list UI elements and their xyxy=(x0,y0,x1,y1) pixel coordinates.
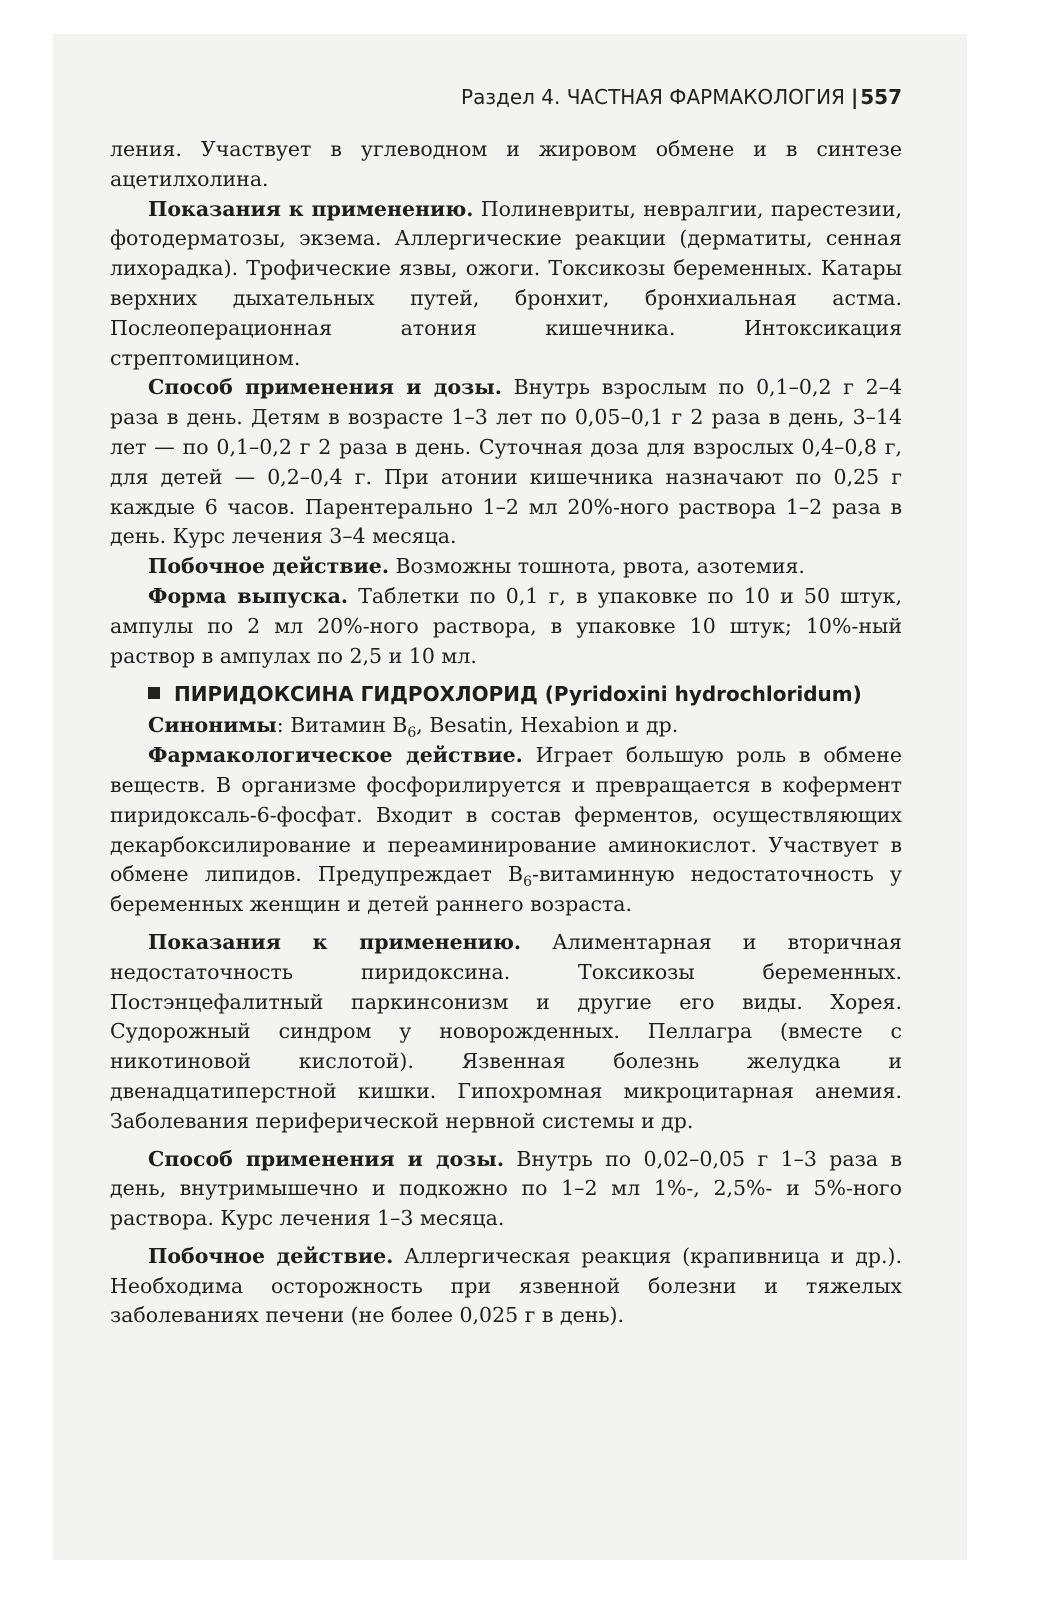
synonyms-text: : Витамин B xyxy=(276,713,408,738)
dosage-label: Способ применения и дозы. xyxy=(148,1146,504,1171)
prev-form-label: Форма выпуска. xyxy=(148,583,348,608)
indications-text: Алиментарная и вторичная недостаточность пиридоксина. Токсикозы беременных. Постэнцефалитный паркинсонизм и другие его виды. Хорея. Судорожный синдром у новорожденных. Пеллагра (вместе с никотиновой кислотой). Язвенная болезнь желудка и двенадцатиперстной кишки. Гипохромная микроцитарная анемия. Заболевания периферической нервной системы и др. xyxy=(110,929,902,1133)
pharm-action-paragraph xyxy=(110,741,902,920)
side-effects-paragraph xyxy=(110,1242,902,1331)
indications-label: Показания к применению. xyxy=(148,929,522,954)
header-separator: | xyxy=(850,85,859,109)
synonyms-label: Синонимы xyxy=(148,713,277,738)
dosage-paragraph xyxy=(110,1145,902,1234)
prev-form-text: Таблетки по 0,1 г, в упаковке по 10 и 50 штук, ампулы по 2 мл 20%-ного раствора, в упаковке 10 штук; 10%-ный раствор в ампулах по 2,5 и 10 мл. xyxy=(110,583,903,668)
square-bullet-icon xyxy=(148,687,160,699)
pharm-action-text: Играет большую роль в обмене веществ. В организме фосфорилируется и превращается в кофермент пиридоксаль-6-фосфат. Входит в состав ферментов, осуществляющих декарбоксилирование и переаминирование аминокислот. Участвует в обмене липидов. Предупреждает B xyxy=(110,743,902,887)
prev-indications-label: Показания к применению. xyxy=(148,196,474,221)
page-content xyxy=(110,84,902,1331)
prev-form-paragraph xyxy=(110,582,902,671)
section-title: Раздел 4. ЧАСТНАЯ ФАРМАКОЛОГИЯ xyxy=(461,85,845,109)
prev-side-effects-label: Побочное действие. xyxy=(148,554,389,579)
continuation-paragraph: ления. Участвует в углеводном и жировом обмене и в синтезе ацетилхолина. xyxy=(110,137,902,191)
synonyms-text-end: , Besatin, Hexabion и др. xyxy=(416,713,679,738)
prev-side-effects-text: Возможны тошнота, рвота, азотемия. xyxy=(388,554,805,579)
synonyms-paragraph xyxy=(110,711,902,741)
pharm-action-subscript: 6 xyxy=(523,874,533,891)
dosage-text: Внутрь по 0,02–0,05 г 1–3 раза в день, внутримышечно и подкожно по 1–2 мл 1%-, 2,5%- и 5%-ного раствора. Курс лечения 1–3 месяца. xyxy=(110,1146,902,1231)
prev-indications-paragraph xyxy=(110,195,902,374)
prev-indications-text: Полиневриты, невралгии, парестезии, фотодерматозы, экзема. Аллергические реакции (дерматиты, сенная лихорадка). Трофические язвы, ожоги. Токсикозы беременных. Катары верхних дыхательных путей, бронхит, бронхиальная астма. Послеоперационная атония кишечника. Интоксикация стрептомицином. xyxy=(110,196,902,370)
indications-paragraph xyxy=(110,928,902,1137)
prev-side-effects-paragraph xyxy=(110,552,902,582)
page-number: 557 xyxy=(860,85,902,109)
pharm-action-label: Фармакологическое действие. xyxy=(148,743,523,768)
side-effects-label: Побочное действие. xyxy=(148,1243,394,1268)
side-effects-text: Аллергическая реакция (крапивница и др.). Необходима осторожность при язвенной болезни и тяжелых заболеваниях печени (не более 0,025 г в день). xyxy=(110,1243,902,1328)
running-header xyxy=(110,84,902,110)
prev-dosage-paragraph xyxy=(110,373,902,552)
prev-dosage-label: Способ применения и дозы. xyxy=(148,375,502,400)
prev-dosage-text: Внутрь взрослым по 0,1–0,2 г 2–4 раза в день. Детям в возрасте 1–3 лет по 0,05–0,1 г 2 раза в день, 3–14 лет — по 0,1–0,2 г 2 раза в день. Суточная доза для взрослых 0,4–0,8 г, для детей — 0,2–0,4 г. При атонии кишечника назначают по 0,25 г каждые 6 часов. Парентерально 1–2 мл 20%-ного раствора 1–2 раза в день. Курс лечения 3–4 месяца. xyxy=(110,375,903,549)
drug-heading xyxy=(110,681,902,707)
pharm-action-text-end: -витаминную недостаточность у беременных женщин и детей раннего возраста. xyxy=(110,862,902,917)
drug-title: ПИРИДОКСИНА ГИДРОХЛОРИД (Pyridoxini hydrochloridum) xyxy=(174,682,862,707)
synonyms-subscript: 6 xyxy=(407,725,417,742)
